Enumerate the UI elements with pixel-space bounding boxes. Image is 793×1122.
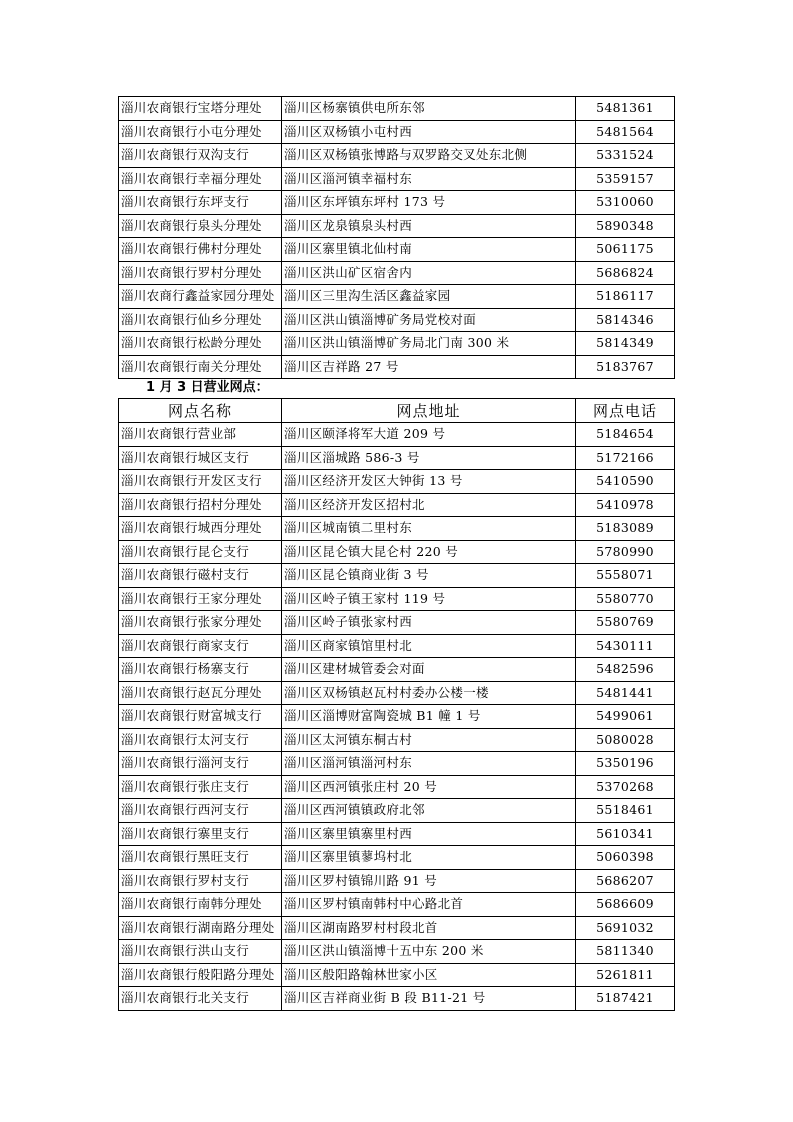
- branch-name-cell: 淄川农商银行幸福分理处: [119, 167, 282, 191]
- branch-name-cell: 淄川农商银行般阳路分理处: [119, 963, 282, 987]
- branch-name-cell: 淄川农商银行泉头分理处: [119, 214, 282, 238]
- branch-address-cell: 淄川区岭子镇王家村 119 号: [282, 587, 576, 611]
- table-row: [119, 987, 675, 1011]
- branch-address-cell: 淄川区建材城管委会对面: [282, 658, 576, 682]
- table-row: [119, 446, 675, 470]
- table-row: [119, 611, 675, 635]
- branch-address-cell: 淄川区淄河镇幸福村东: [282, 167, 576, 191]
- branch-address-cell: 淄川区岭子镇张家村西: [282, 611, 576, 635]
- table-row: [119, 355, 675, 379]
- branch-address-cell: 淄川区吉祥路 27 号: [282, 355, 576, 379]
- branch-phone-cell: 5482596: [576, 658, 675, 682]
- table-row: [119, 493, 675, 517]
- branch-phone-cell: 5481441: [576, 681, 675, 705]
- branch-phone-cell: 5187421: [576, 987, 675, 1011]
- branch-name-cell: 淄川农商行鑫益家园分理处: [119, 285, 282, 309]
- branch-name-cell: 淄川农商银行太河支行: [119, 728, 282, 752]
- branch-address-cell: 淄川区商家镇馆里村北: [282, 634, 576, 658]
- branch-phone-cell: 5691032: [576, 916, 675, 940]
- branch-phone-cell: 5183089: [576, 517, 675, 541]
- branch-address-cell: 淄川区经济开发区招村北: [282, 493, 576, 517]
- branch-address-cell: 淄川区城南镇二里村东: [282, 517, 576, 541]
- table-row: [119, 144, 675, 168]
- branch-name-cell: 淄川农商银行昆仑支行: [119, 540, 282, 564]
- branch-name-cell: 淄川农商银行张庄支行: [119, 775, 282, 799]
- branch-phone-cell: 5410590: [576, 470, 675, 494]
- branch-phone-cell: 5186117: [576, 285, 675, 309]
- branch-address-cell: 淄川区杨寨镇供电所东邻: [282, 97, 576, 121]
- table-row: [119, 97, 675, 121]
- branch-address-cell: 淄川区湖南路罗村村段北首: [282, 916, 576, 940]
- branch-phone-cell: 5080028: [576, 728, 675, 752]
- branch-name-cell: 淄川农商银行松龄分理处: [119, 332, 282, 356]
- branch-phone-cell: 5610341: [576, 822, 675, 846]
- table-row: [119, 285, 675, 309]
- branch-address-cell: 淄川区洪山镇淄博十五中东 200 米: [282, 940, 576, 964]
- branch-name-cell: 淄川农商银行淄河支行: [119, 752, 282, 776]
- branch-phone-cell: 5261811: [576, 963, 675, 987]
- table-row: [119, 822, 675, 846]
- branch-phone-cell: 5184654: [576, 423, 675, 447]
- table-row: [119, 517, 675, 541]
- branch-address-cell: 淄川区寨里镇寨里村西: [282, 822, 576, 846]
- branch-phone-cell: 5370268: [576, 775, 675, 799]
- branch-name-cell: 淄川农商银行黑旺支行: [119, 846, 282, 870]
- table-row: [119, 308, 675, 332]
- table-row: [119, 587, 675, 611]
- table-row: [119, 332, 675, 356]
- branch-address-cell: 淄川区颐泽将军大道 209 号: [282, 423, 576, 447]
- branch-phone-cell: 5061175: [576, 238, 675, 262]
- table-row: [119, 120, 675, 144]
- branch-address-cell: 淄川区双杨镇张博路与双罗路交叉处东北侧: [282, 144, 576, 168]
- branch-table-jan3: [118, 398, 675, 1011]
- branch-address-cell: 淄川区双杨镇小屯村西: [282, 120, 576, 144]
- branch-address-cell: 淄川区洪山镇淄博矿务局党校对面: [282, 308, 576, 332]
- branch-phone-cell: 5686609: [576, 893, 675, 917]
- branch-phone-cell: 5811340: [576, 940, 675, 964]
- branch-name-cell: 淄川农商银行双沟支行: [119, 144, 282, 168]
- branch-address-cell: 淄川区太河镇东桐古村: [282, 728, 576, 752]
- table-row: [119, 681, 675, 705]
- branch-name-cell: 淄川农商银行洪山支行: [119, 940, 282, 964]
- table-row: [119, 846, 675, 870]
- branch-phone-cell: 5331524: [576, 144, 675, 168]
- branch-address-cell: 淄川区经济开发区大钟街 13 号: [282, 470, 576, 494]
- branch-phone-cell: 5310060: [576, 191, 675, 215]
- table-row: [119, 540, 675, 564]
- branch-phone-cell: 5558071: [576, 564, 675, 588]
- section-title: 1 月 3 日营业网点：: [146, 380, 269, 395]
- branch-name-cell: 淄川农商银行湖南路分理处: [119, 916, 282, 940]
- table-row: [119, 423, 675, 447]
- branch-phone-cell: 5359157: [576, 167, 675, 191]
- branch-phone-cell: 5410978: [576, 493, 675, 517]
- branch-phone-cell: 5481361: [576, 97, 675, 121]
- branch-name-cell: 淄川农商银行罗村支行: [119, 869, 282, 893]
- table-header-row: [119, 399, 675, 423]
- table-row: [119, 214, 675, 238]
- branch-name-cell: 淄川农商银行仙乡分理处: [119, 308, 282, 332]
- branch-table-continued: [118, 96, 675, 379]
- branch-phone-cell: 5814349: [576, 332, 675, 356]
- branch-address-cell: 淄川区西河镇张庄村 20 号: [282, 775, 576, 799]
- branch-name-cell: 淄川农商银行财富城支行: [119, 705, 282, 729]
- branch-name-cell: 淄川农商银行罗村分理处: [119, 261, 282, 285]
- branch-phone-cell: 5172166: [576, 446, 675, 470]
- branch-address-cell: 淄川区龙泉镇泉头村西: [282, 214, 576, 238]
- branch-name-cell: 淄川农商银行磁村支行: [119, 564, 282, 588]
- header-branch-name: 网点名称: [119, 399, 282, 423]
- branch-address-cell: 淄川区寨里镇蓼坞村北: [282, 846, 576, 870]
- table-row: [119, 893, 675, 917]
- branch-name-cell: 淄川农商银行东坪支行: [119, 191, 282, 215]
- branch-name-cell: 淄川农商银行杨寨支行: [119, 658, 282, 682]
- branch-address-cell: 淄川区淄城路 586-3 号: [282, 446, 576, 470]
- branch-phone-cell: 5580769: [576, 611, 675, 635]
- table-row: [119, 775, 675, 799]
- branch-phone-cell: 5686207: [576, 869, 675, 893]
- branch-name-cell: 淄川农商银行城区支行: [119, 446, 282, 470]
- branch-address-cell: 淄川区罗村镇锦川路 91 号: [282, 869, 576, 893]
- branch-name-cell: 淄川农商银行南韩分理处: [119, 893, 282, 917]
- branch-address-cell: 淄川区洪山矿区宿舍内: [282, 261, 576, 285]
- branch-address-cell: 淄川区淄河镇淄河村东: [282, 752, 576, 776]
- table-row: [119, 167, 675, 191]
- branch-name-cell: 淄川农商银行南关分理处: [119, 355, 282, 379]
- branch-address-cell: 淄川区昆仑镇商业街 3 号: [282, 564, 576, 588]
- branch-name-cell: 淄川农商银行城西分理处: [119, 517, 282, 541]
- branch-phone-cell: 5183767: [576, 355, 675, 379]
- branch-name-cell: 淄川农商银行小屯分理处: [119, 120, 282, 144]
- branch-phone-cell: 5060398: [576, 846, 675, 870]
- table-row: [119, 940, 675, 964]
- table-row: [119, 658, 675, 682]
- header-branch-address: 网点地址: [282, 399, 576, 423]
- branch-phone-cell: 5780990: [576, 540, 675, 564]
- branch-name-cell: 淄川农商银行营业部: [119, 423, 282, 447]
- table-row: [119, 963, 675, 987]
- branch-name-cell: 淄川农商银行招村分理处: [119, 493, 282, 517]
- table-row: [119, 261, 675, 285]
- table-row: [119, 238, 675, 262]
- branch-phone-cell: 5350196: [576, 752, 675, 776]
- branch-phone-cell: 5499061: [576, 705, 675, 729]
- branch-name-cell: 淄川农商银行北关支行: [119, 987, 282, 1011]
- branch-phone-cell: 5686824: [576, 261, 675, 285]
- branch-name-cell: 淄川农商银行开发区支行: [119, 470, 282, 494]
- branch-address-cell: 淄川区双杨镇赵瓦村村委办公楼一楼: [282, 681, 576, 705]
- branch-phone-cell: 5518461: [576, 799, 675, 823]
- branch-address-cell: 淄川区东坪镇东坪村 173 号: [282, 191, 576, 215]
- branch-address-cell: 淄川区洪山镇淄博矿务局北门南 300 米: [282, 332, 576, 356]
- branch-name-cell: 淄川农商银行张家分理处: [119, 611, 282, 635]
- branch-address-cell: 淄川区三里沟生活区鑫益家园: [282, 285, 576, 309]
- table-row: [119, 470, 675, 494]
- table-row: [119, 799, 675, 823]
- branch-address-cell: 淄川区昆仑镇大昆仑村 220 号: [282, 540, 576, 564]
- table-row: [119, 191, 675, 215]
- branch-name-cell: 淄川农商银行赵瓦分理处: [119, 681, 282, 705]
- branch-name-cell: 淄川农商银行王家分理处: [119, 587, 282, 611]
- branch-phone-cell: 5890348: [576, 214, 675, 238]
- table-row: [119, 634, 675, 658]
- table-row: [119, 564, 675, 588]
- branch-name-cell: 淄川农商银行佛村分理处: [119, 238, 282, 262]
- branch-address-cell: 淄川区般阳路翰林世家小区: [282, 963, 576, 987]
- table-row: [119, 916, 675, 940]
- branch-phone-cell: 5814346: [576, 308, 675, 332]
- branch-name-cell: 淄川农商银行西河支行: [119, 799, 282, 823]
- table-row: [119, 728, 675, 752]
- branch-name-cell: 淄川农商银行宝塔分理处: [119, 97, 282, 121]
- branch-address-cell: 淄川区吉祥商业街 B 段 B11-21 号: [282, 987, 576, 1011]
- header-branch-phone: 网点电话: [576, 399, 675, 423]
- branch-address-cell: 淄川区寨里镇北仙村南: [282, 238, 576, 262]
- table-row: [119, 869, 675, 893]
- branch-phone-cell: 5580770: [576, 587, 675, 611]
- branch-address-cell: 淄川区罗村镇南韩村中心路北首: [282, 893, 576, 917]
- branch-address-cell: 淄川区淄博财富陶瓷城 B1 幢 1 号: [282, 705, 576, 729]
- branch-phone-cell: 5430111: [576, 634, 675, 658]
- table-row: [119, 705, 675, 729]
- branch-address-cell: 淄川区西河镇镇政府北邻: [282, 799, 576, 823]
- branch-phone-cell: 5481564: [576, 120, 675, 144]
- branch-name-cell: 淄川农商银行商家支行: [119, 634, 282, 658]
- table-row: [119, 752, 675, 776]
- branch-name-cell: 淄川农商银行寨里支行: [119, 822, 282, 846]
